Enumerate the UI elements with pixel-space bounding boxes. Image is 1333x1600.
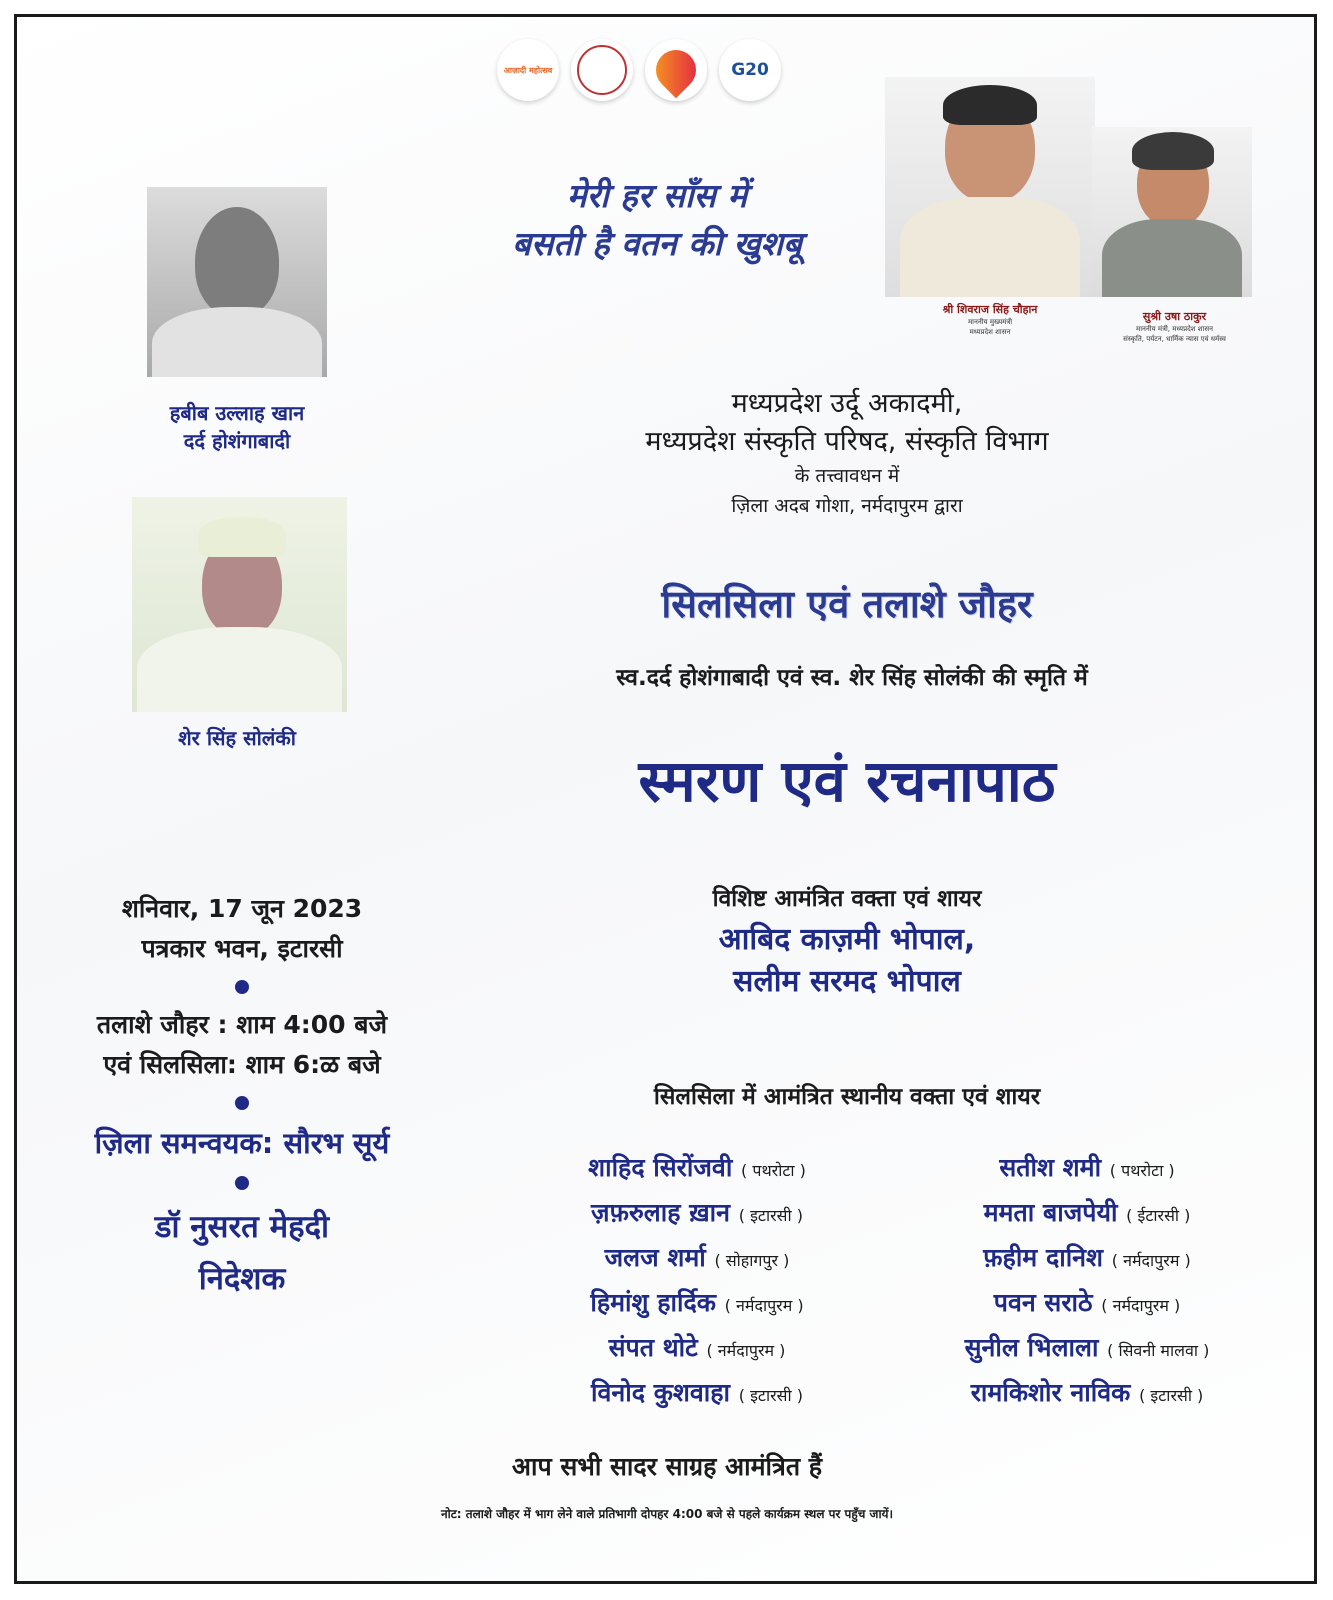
bullet-dot-icon <box>235 980 249 994</box>
list-item: विनोद कुशवाहा ( इटारसी ) <box>591 1378 803 1407</box>
list-item: ममता बाजपेयी ( ईटारसी ) <box>983 1198 1191 1227</box>
bullet-dot-icon <box>235 1096 249 1110</box>
note: नोट: तलाशे जौहर में भाग लेने वाले प्रतिभागी दोपहर 4:00 बजे से पहले कार्यक्रम स्थल पर पहुँच जायें। <box>440 1507 894 1521</box>
azadi-amrit-mahotsav-logo: आज़ादी महोत्सव <box>497 39 559 101</box>
invitation-poster <box>14 14 1317 1584</box>
special-guests: विशिष्ट आमंत्रित वक्ता एवं शायर आबिद काज़मी भोपाल, सलीम सरमद भोपाल <box>712 886 982 999</box>
lotus-icon <box>648 42 705 99</box>
urdu-academy-logo <box>571 39 633 101</box>
organizer-block: मध्यप्रदेश उर्दू अकादमी, मध्यप्रदेश संस्कृति परिषद, संस्कृति विभाग के तत्त्वावधन में ज़िला अदब गोशा, नर्मदापुरम द्वारा <box>645 388 1049 517</box>
leader-photo-minister <box>1092 127 1252 297</box>
list-item: रामकिशोर नाविक ( इटारसी ) <box>970 1378 1204 1407</box>
leader-caption-1: श्री शिवराज सिंह चौहान माननीय मुख्यमंत्री मध्यप्रदेश शासन <box>942 303 1038 336</box>
g20-logo: G20 <box>719 39 781 101</box>
poets-left-column <box>507 1145 887 1415</box>
sanskriti-logo <box>645 39 707 101</box>
coordinator: ज़िला समन्वयक: सौरभ सूर्य <box>94 1126 390 1160</box>
leader-caption-2: सुश्री उषा ठाकुर माननीय मंत्री, मध्यप्रदेश शासन संस्कृति, पर्यटन, धार्मिक न्यास एवं धर्मस्व <box>1123 310 1226 343</box>
portrait-habib-ullah-khan <box>147 187 327 377</box>
bullet-dot-icon <box>235 1176 249 1190</box>
list-item: ज़फ़रुलाह ख़ान ( इटारसी ) <box>591 1198 803 1227</box>
portrait-sher-singh-solanki <box>132 497 347 712</box>
event-date: शनिवार, 17 जून 2023 <box>121 894 363 923</box>
list-item: जलज शर्मा ( सोहागपुर ) <box>604 1243 790 1272</box>
list-item: पवन सराठे ( नर्मदापुरम ) <box>993 1288 1181 1317</box>
event-venue: पत्रकार भवन, इटारसी <box>141 934 343 963</box>
emblem-icon <box>577 45 627 95</box>
portrait-caption-2: शेर सिंह सोलंकी <box>178 726 296 750</box>
list-item: सतीश शमी ( पथरोटा ) <box>999 1153 1175 1182</box>
director-title: निदेशक <box>198 1261 286 1297</box>
portrait-caption-1: हबीब उल्लाह खान दर्द होशंगाबादी <box>169 401 305 453</box>
list-item: हिमांशु हार्दिक ( नर्मदापुरम ) <box>590 1288 804 1317</box>
list-item: संपत थोटे ( नर्मदापुरम ) <box>608 1333 786 1362</box>
list-item: सुनील भिलाला ( सिवनी मालवा ) <box>964 1333 1210 1362</box>
invitation-line: आप सभी सादर साग्रह आमंत्रित हैं <box>511 1452 823 1481</box>
leader-photo-chief-minister <box>885 77 1095 297</box>
director-name: डॉ नुसरत मेहदी <box>154 1209 330 1245</box>
poets-right-column <box>887 1145 1287 1415</box>
event-time-1: तलाशे जौहर : शाम 4:00 बजे <box>96 1010 388 1039</box>
series-title: सिलसिला एवं तलाशे जौहर <box>661 582 1033 626</box>
main-title: स्मरण एवं रचनापाठ <box>638 747 1056 815</box>
list-item: फ़हीम दानिश ( नर्मदापुरम ) <box>983 1243 1191 1272</box>
list-item: शाहिद सिरोंजवी ( पथरोटा ) <box>588 1153 806 1182</box>
event-info <box>37 889 447 1305</box>
slogan: मेरी हर साँस में बसती है वतन की खुशबू <box>512 176 802 263</box>
event-time-2: एवं सिलसिला: शाम 6:ळ बजे <box>103 1050 381 1079</box>
local-poets-heading: सिलसिला में आमंत्रित स्थानीय वक्ता एवं शायर <box>653 1084 1041 1110</box>
memory-line: स्व.दर्द होशंगाबादी एवं स्व. शेर सिंह सोलंकी की स्मृति में <box>616 665 1088 691</box>
